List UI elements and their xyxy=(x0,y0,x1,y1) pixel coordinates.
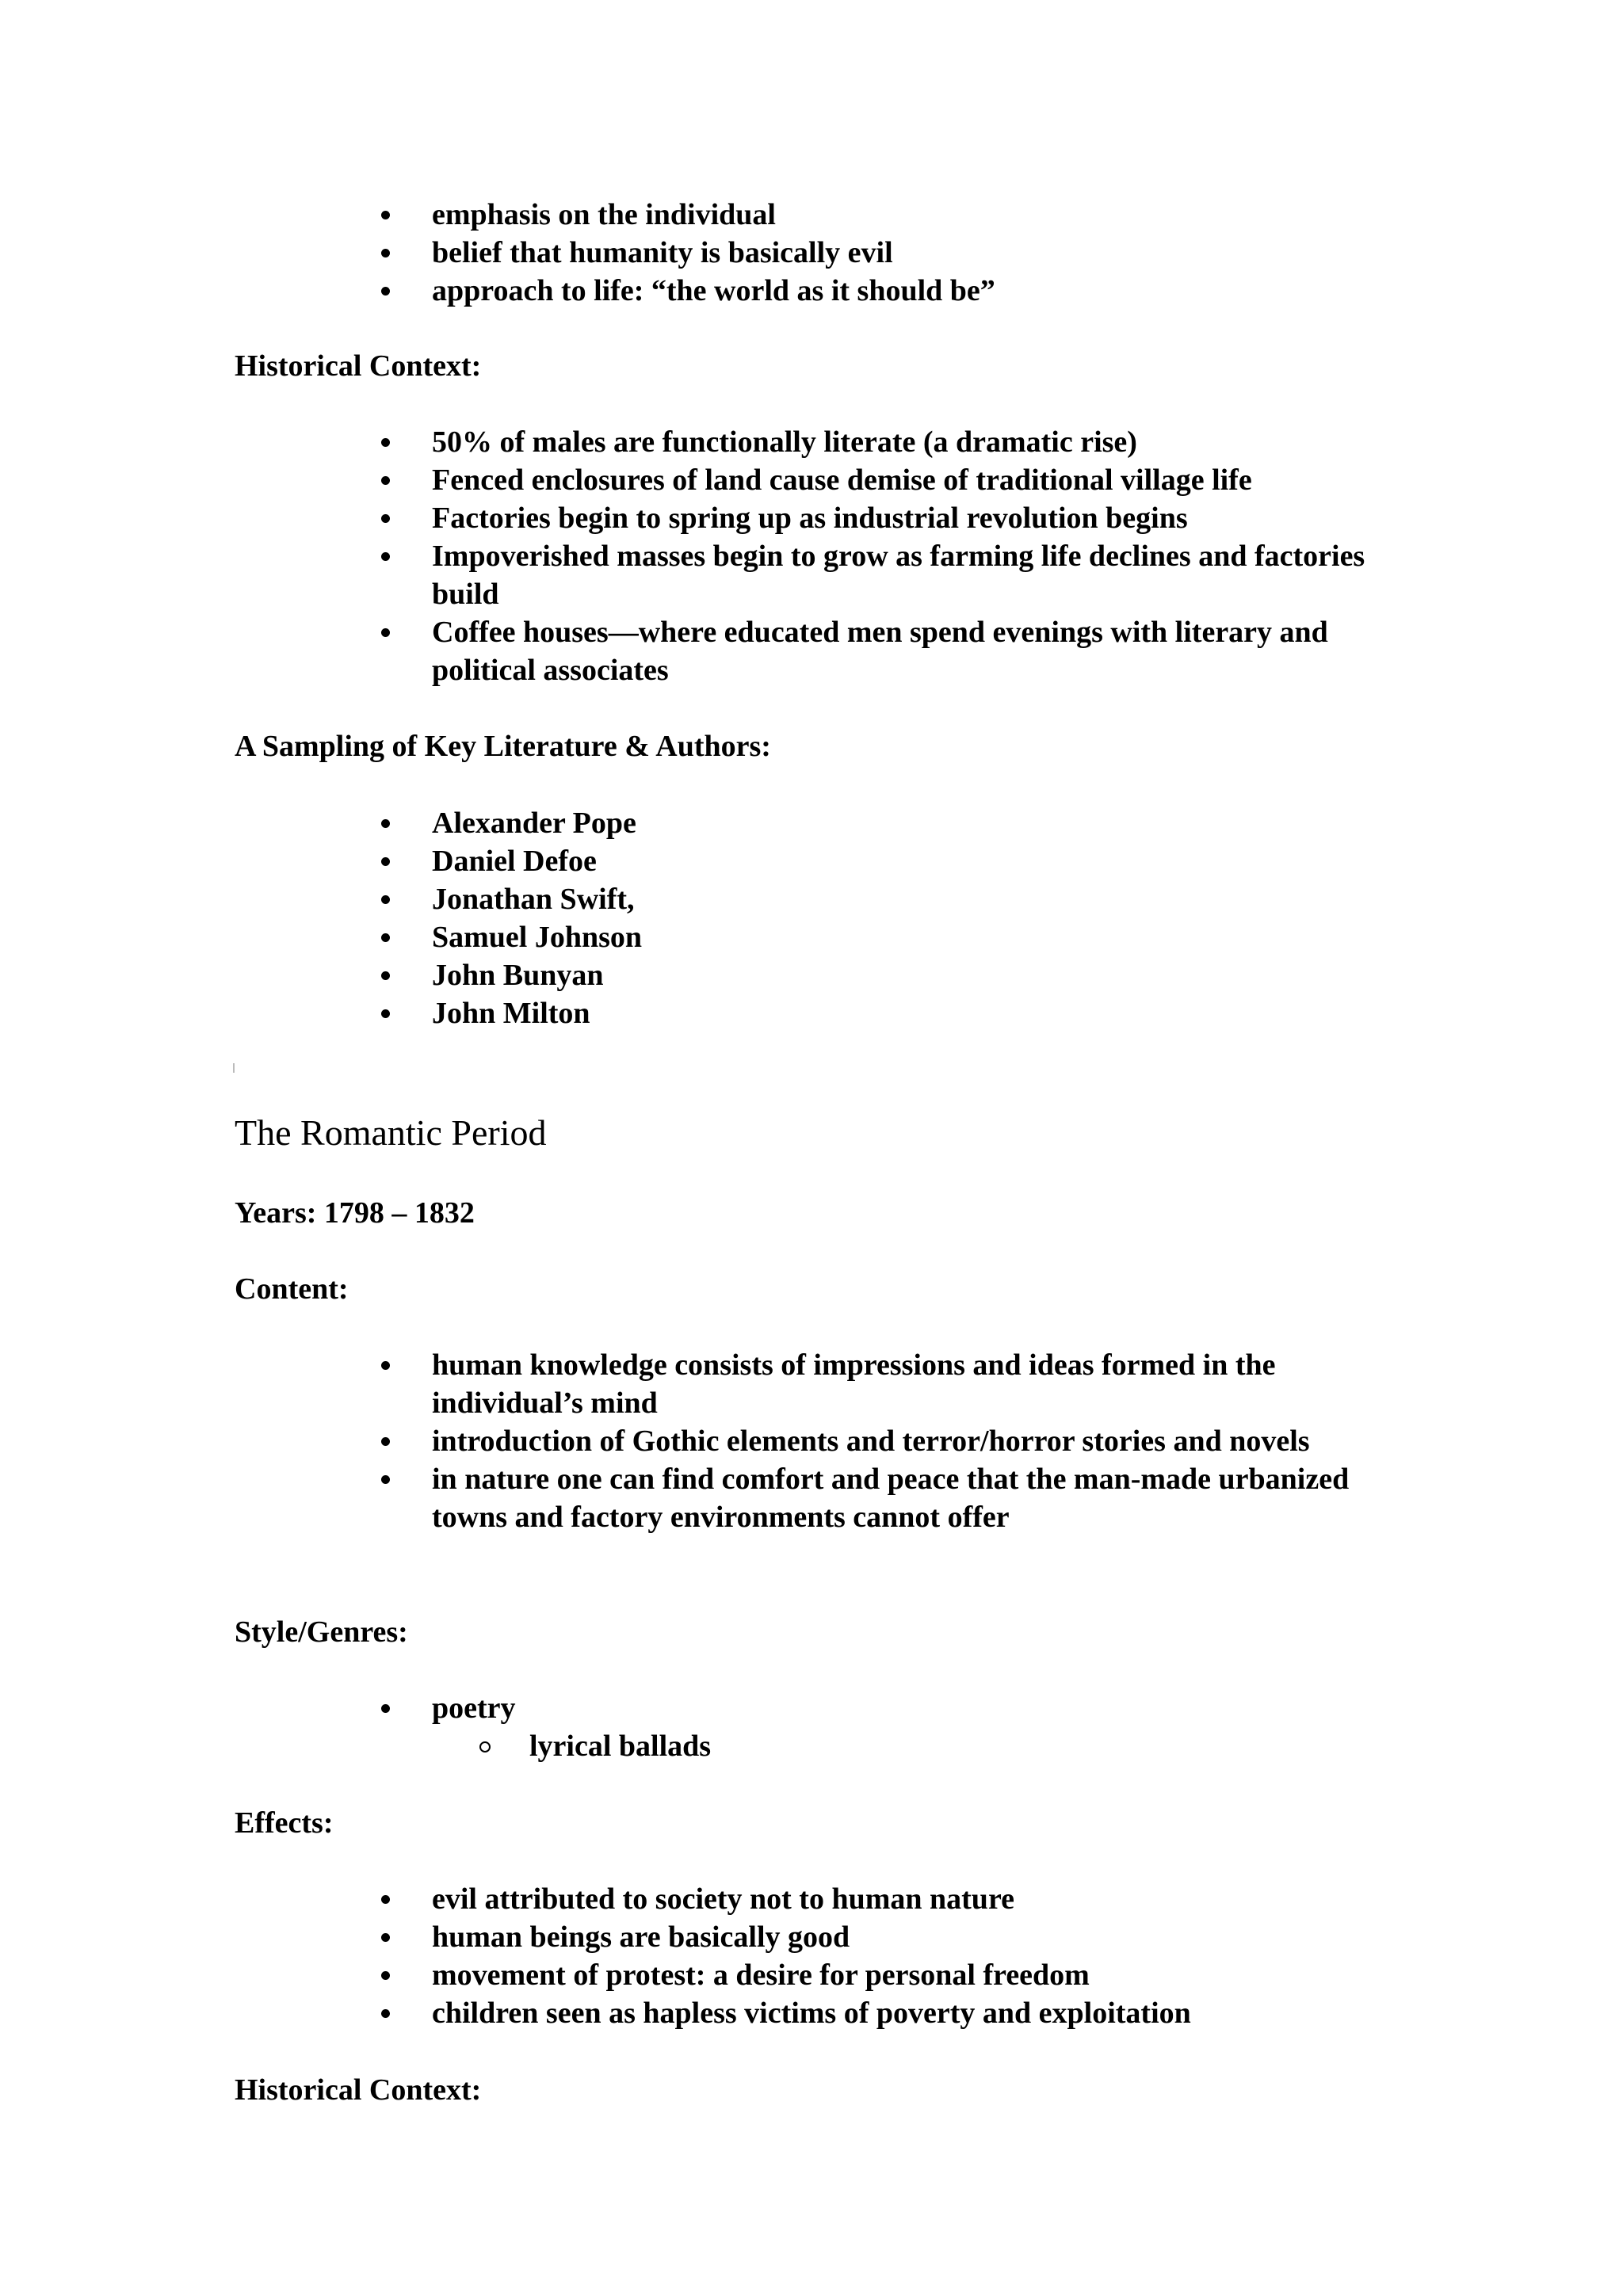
bullet-icon xyxy=(381,552,390,561)
list-item xyxy=(0,1346,1367,1422)
list-item-text: evil attributed to society not to human nature xyxy=(432,1882,1014,1916)
key-literature-list xyxy=(0,804,1426,1032)
bullet-icon xyxy=(381,476,390,485)
bullet-icon xyxy=(381,2009,390,2018)
bullet-icon xyxy=(381,1361,390,1370)
style-genres-list xyxy=(0,1689,1426,1727)
list-item xyxy=(0,1880,1367,1918)
bullet-icon xyxy=(381,933,390,942)
bullet-icon xyxy=(381,1895,390,1904)
style-genres-sublist xyxy=(0,1727,711,1765)
list-item-text: in nature one can find comfort and peace that the man-made urbanized towns and factory environments cannot offer xyxy=(432,1463,1350,1534)
bullet-icon xyxy=(381,628,390,637)
list-item xyxy=(0,1994,1367,2032)
sub-list-item-text: lyrical ballads xyxy=(529,1730,712,1763)
bullet-icon xyxy=(381,211,390,219)
list-item-text: introduction of Gothic elements and terror/horror stories and novels xyxy=(432,1425,1310,1458)
list-item-text: Alexander Pope xyxy=(432,807,636,840)
years-line: Years: 1798 – 1832 xyxy=(235,1196,475,1230)
list-item xyxy=(0,918,1367,956)
bullet-icon xyxy=(381,514,390,523)
effects-heading: Effects: xyxy=(235,1806,334,1840)
list-item xyxy=(0,499,1367,537)
list-item xyxy=(0,1689,1367,1727)
list-item xyxy=(0,461,1367,499)
bullet-icon xyxy=(381,1933,390,1942)
bullet-icon xyxy=(381,1437,390,1446)
bullet-icon xyxy=(381,287,390,296)
list-item xyxy=(0,537,1367,613)
key-literature-heading: A Sampling of Key Literature & Authors: xyxy=(235,730,771,763)
list-item-text: belief that humanity is basically evil xyxy=(432,236,893,269)
list-item xyxy=(0,613,1367,689)
list-item xyxy=(0,272,1367,310)
bullet-icon xyxy=(381,249,390,257)
list-item xyxy=(0,234,1367,272)
hollow-bullet-icon xyxy=(479,1741,491,1753)
list-item-text: human beings are basically good xyxy=(432,1920,850,1954)
list-item-text: poetry xyxy=(432,1691,516,1725)
list-item xyxy=(0,880,1367,918)
bullet-icon xyxy=(381,895,390,904)
bullet-icon xyxy=(381,971,390,980)
list-item-text: emphasis on the individual xyxy=(432,198,776,231)
list-item-text: movement of protest: a desire for personal freedom xyxy=(432,1958,1090,1992)
historical-context-heading-2: Historical Context: xyxy=(235,2073,482,2107)
list-item-text: children seen as hapless victims of poverty and exploitation xyxy=(432,1997,1191,2030)
list-item-text: Factories begin to spring up as industrial revolution begins xyxy=(432,502,1188,535)
bullet-icon xyxy=(381,857,390,866)
list-item xyxy=(0,423,1367,461)
list-item-text: Fenced enclosures of land cause demise of traditional village life xyxy=(432,463,1252,497)
list-item-text: human knowledge consists of impressions and ideas formed in the individual’s mind xyxy=(432,1348,1276,1420)
list-item-text: John Bunyan xyxy=(432,959,604,992)
historical-context-heading: Historical Context: xyxy=(235,349,482,383)
list-item-text: Jonathan Swift, xyxy=(432,883,635,916)
sub-list-item xyxy=(0,1727,711,1765)
list-item-text: Samuel Johnson xyxy=(432,921,643,954)
content-list xyxy=(0,1346,1426,1536)
style-genres-heading: Style/Genres: xyxy=(235,1615,408,1649)
content-heading: Content: xyxy=(235,1272,349,1306)
list-item-text: Coffee houses—where educated men spend evenings with literary and political associates xyxy=(432,616,1328,687)
list-item-text: 50% of males are functionally literate (a dramatic rise) xyxy=(432,425,1137,459)
list-item-text: John Milton xyxy=(432,997,590,1030)
bullet-icon xyxy=(381,1704,390,1713)
list-item-text: Daniel Defoe xyxy=(432,845,597,878)
bullet-icon xyxy=(381,1009,390,1018)
bullet-icon xyxy=(381,438,390,447)
list-item xyxy=(0,804,1367,842)
top-bullet-list xyxy=(0,196,1426,310)
list-item-text: Impoverished masses begin to grow as farming life declines and factories build xyxy=(432,540,1365,611)
stray-mark xyxy=(233,1063,235,1073)
bullet-icon xyxy=(381,1475,390,1484)
list-item xyxy=(0,1918,1367,1956)
list-item xyxy=(0,1422,1367,1460)
list-item xyxy=(0,842,1367,880)
list-item xyxy=(0,956,1367,994)
list-item xyxy=(0,1460,1367,1536)
list-item xyxy=(0,994,1367,1032)
list-item xyxy=(0,196,1367,234)
bullet-icon xyxy=(381,819,390,828)
historical-context-list xyxy=(0,423,1426,689)
list-item-text: approach to life: “the world as it should be” xyxy=(432,274,995,307)
section-title: The Romantic Period xyxy=(235,1112,547,1153)
effects-list xyxy=(0,1880,1426,2032)
bullet-icon xyxy=(381,1971,390,1980)
list-item xyxy=(0,1956,1367,1994)
